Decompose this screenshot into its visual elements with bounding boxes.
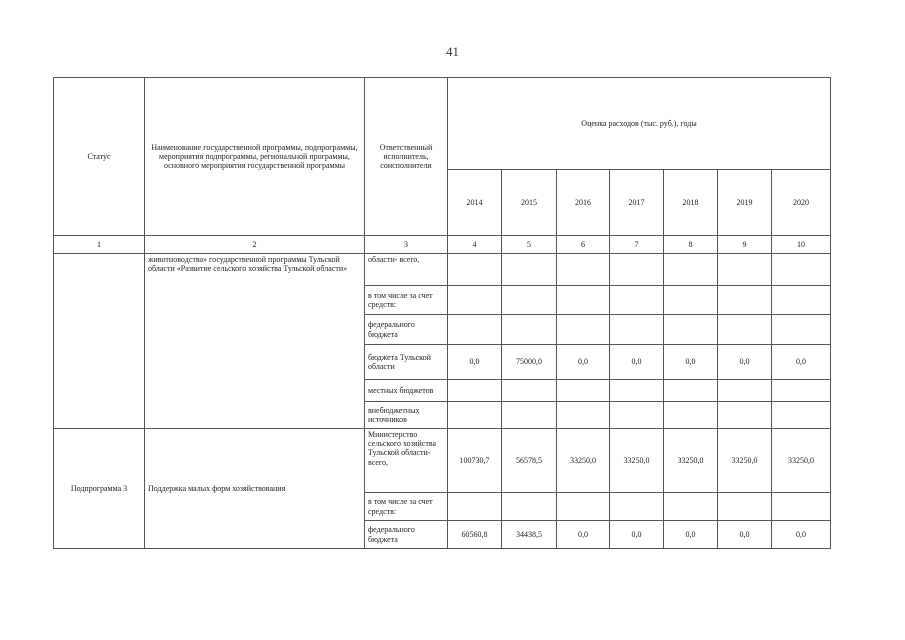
value-cell: 33250,0 <box>664 429 718 493</box>
value-cell <box>664 402 718 429</box>
row-responsible: бюджета Тульской области <box>365 345 448 380</box>
column-number-row <box>54 236 831 254</box>
value-cell <box>502 315 557 345</box>
column-number: 6 <box>557 236 610 254</box>
header-year: 2016 <box>557 170 610 236</box>
row-responsible: Министерство сельского хозяйства Тульской области- всего, <box>365 429 448 493</box>
column-number: 7 <box>610 236 664 254</box>
table-row <box>54 429 831 493</box>
column-number: 3 <box>365 236 448 254</box>
value-cell: 0,0 <box>557 521 610 549</box>
value-cell <box>718 402 772 429</box>
value-cell <box>557 286 610 315</box>
header-name: Наименование государственной программы, подпрограммы, мероприятия подпрограммы, региональной программы, основного мероприятия государственной программы <box>145 78 365 236</box>
column-number: 8 <box>664 236 718 254</box>
value-cell <box>502 402 557 429</box>
header-responsible: Ответственный исполнитель, соисполнители <box>365 78 448 236</box>
row-responsible: области- всего, <box>365 254 448 286</box>
value-cell <box>502 493 557 521</box>
row-responsible: в том числе за счет средств: <box>365 493 448 521</box>
value-cell <box>664 286 718 315</box>
column-number: 1 <box>54 236 145 254</box>
header-year: 2014 <box>448 170 502 236</box>
table-row <box>54 254 831 286</box>
value-cell: 0,0 <box>448 345 502 380</box>
value-cell: 34438,5 <box>502 521 557 549</box>
page-number: 41 <box>446 44 459 59</box>
value-cell <box>557 254 610 286</box>
value-cell <box>664 493 718 521</box>
value-cell: 0,0 <box>772 521 831 549</box>
budget-table <box>53 77 831 549</box>
value-cell: 56578,5 <box>502 429 557 493</box>
value-cell <box>610 286 664 315</box>
value-cell <box>718 380 772 402</box>
value-cell <box>772 380 831 402</box>
column-number: 5 <box>502 236 557 254</box>
header-estimate: Оценка расходов (тыс. руб.), годы <box>448 78 831 170</box>
value-cell <box>664 254 718 286</box>
value-cell <box>448 402 502 429</box>
value-cell <box>718 315 772 345</box>
value-cell <box>772 493 831 521</box>
row-responsible: в том числе за счет средств: <box>365 286 448 315</box>
value-cell <box>664 380 718 402</box>
value-cell <box>718 254 772 286</box>
value-cell <box>664 315 718 345</box>
value-cell <box>502 380 557 402</box>
value-cell <box>502 286 557 315</box>
header-status: Статус <box>54 78 145 236</box>
value-cell: 75000,0 <box>502 345 557 380</box>
row-status <box>54 254 145 429</box>
value-cell <box>448 380 502 402</box>
row-responsible: внебюджетных источников <box>365 402 448 429</box>
value-cell <box>772 315 831 345</box>
value-cell: 33250,0 <box>718 429 772 493</box>
value-cell <box>610 493 664 521</box>
row-responsible: федерального бюджета <box>365 521 448 549</box>
value-cell: 60560,8 <box>448 521 502 549</box>
column-number: 10 <box>772 236 831 254</box>
value-cell <box>557 315 610 345</box>
value-cell: 33250,0 <box>772 429 831 493</box>
value-cell <box>448 254 502 286</box>
value-cell <box>610 315 664 345</box>
value-cell: 0,0 <box>610 345 664 380</box>
header-year: 2018 <box>664 170 718 236</box>
value-cell <box>557 493 610 521</box>
column-number: 9 <box>718 236 772 254</box>
header-year: 2015 <box>502 170 557 236</box>
value-cell: 0,0 <box>664 345 718 380</box>
row-status: Подпрограмма 3 <box>54 429 145 549</box>
value-cell: 0,0 <box>718 521 772 549</box>
header-year: 2017 <box>610 170 664 236</box>
header-year: 2020 <box>772 170 831 236</box>
value-cell: 0,0 <box>772 345 831 380</box>
header-year: 2019 <box>718 170 772 236</box>
column-number: 2 <box>145 236 365 254</box>
column-number: 4 <box>448 236 502 254</box>
value-cell <box>502 254 557 286</box>
value-cell <box>448 493 502 521</box>
value-cell <box>610 380 664 402</box>
value-cell <box>557 402 610 429</box>
value-cell: 0,0 <box>610 521 664 549</box>
value-cell: 0,0 <box>664 521 718 549</box>
row-responsible: федерального бюджета <box>365 315 448 345</box>
row-responsible: местных бюджетов <box>365 380 448 402</box>
value-cell <box>448 286 502 315</box>
value-cell <box>557 380 610 402</box>
value-cell: 0,0 <box>718 345 772 380</box>
value-cell <box>772 254 831 286</box>
value-cell <box>448 315 502 345</box>
value-cell <box>610 254 664 286</box>
row-name: животноводства» государственной программы Тульской области «Развитие сельского хозяйства Тульской области» <box>145 254 365 429</box>
value-cell: 33250,0 <box>610 429 664 493</box>
value-cell <box>718 493 772 521</box>
value-cell <box>772 286 831 315</box>
value-cell: 0,0 <box>557 345 610 380</box>
value-cell <box>772 402 831 429</box>
value-cell <box>610 402 664 429</box>
row-name: Поддержка малых форм хозяйствования <box>145 429 365 549</box>
value-cell: 33250,0 <box>557 429 610 493</box>
value-cell: 100730,7 <box>448 429 502 493</box>
value-cell <box>718 286 772 315</box>
